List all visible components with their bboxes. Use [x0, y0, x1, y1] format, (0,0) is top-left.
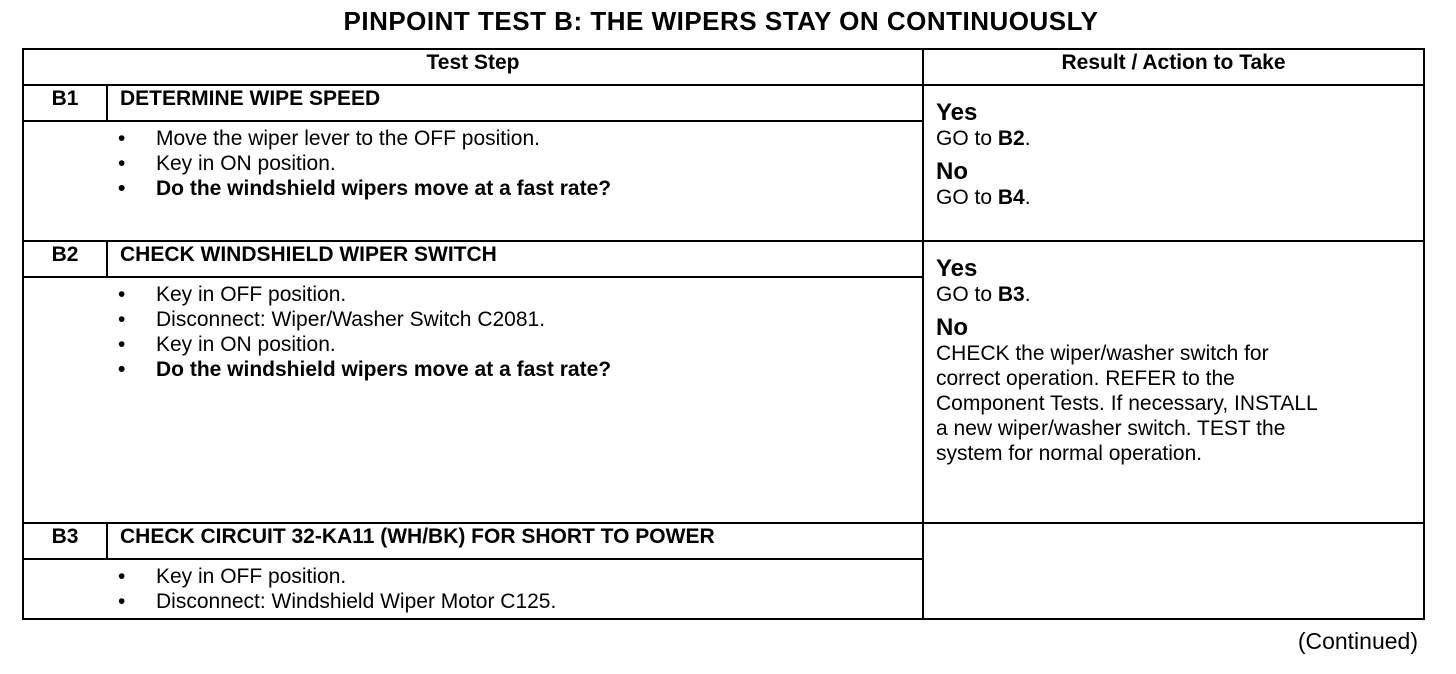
no-action-line: Component Tests. If necessary, INSTALL: [936, 392, 1318, 415]
no-label: No: [936, 314, 968, 341]
pinpoint-test-table: [22, 48, 1425, 620]
step-question: • Do the windshield wipers move at a fast rate?: [118, 177, 612, 200]
step-title: CHECK CIRCUIT 32-KA11 (WH/BK) FOR SHORT TO POWER: [107, 523, 923, 559]
no-action-line: correct operation. REFER to the: [936, 367, 1235, 390]
header-row: [23, 49, 1424, 85]
step-action: • Key in OFF position.: [118, 565, 347, 588]
page-title: PINPOINT TEST B: THE WIPERS STAY ON CONTINUOUSLY: [343, 6, 1099, 36]
step-b3-body: [23, 559, 923, 619]
step-id: B3: [23, 523, 107, 559]
test-step-header: Test Step: [23, 49, 923, 85]
yes-label: Yes: [936, 255, 978, 282]
no-action: GO to B4.: [936, 186, 1031, 209]
step-id: B2: [23, 241, 107, 277]
result-header: Result / Action to Take: [923, 49, 1424, 85]
no-label: No: [936, 158, 968, 185]
step-b3-result: [923, 523, 1424, 619]
no-action-line: system for normal operation.: [936, 442, 1203, 465]
step-b1-title-row: [23, 85, 1424, 121]
step-b2-title-row: [23, 241, 1424, 277]
step-action: • Key in ON position.: [118, 152, 336, 175]
continued-note: (Continued): [1297, 628, 1418, 654]
step-title: DETERMINE WIPE SPEED: [107, 85, 923, 121]
step-action: • Disconnect: Windshield Wiper Motor C125.: [118, 590, 557, 613]
yes-action: GO to B3.: [936, 283, 1031, 306]
step-action: • Key in OFF position.: [118, 283, 347, 306]
step-title: CHECK WINDSHIELD WIPER SWITCH: [107, 241, 923, 277]
step-b2-result: [923, 241, 1424, 523]
step-action: • Disconnect: Wiper/Washer Switch C2081.: [118, 308, 546, 331]
yes-label: Yes: [936, 99, 978, 126]
no-action-line: a new wiper/washer switch. TEST the: [936, 417, 1286, 440]
step-b1-body: [23, 121, 923, 241]
step-b2-body: [23, 277, 923, 523]
step-b3-title-row: [23, 523, 1424, 559]
step-action: • Move the wiper lever to the OFF position.: [118, 127, 540, 150]
yes-action: GO to B2.: [936, 127, 1031, 150]
step-question: • Do the windshield wipers move at a fast rate?: [118, 358, 612, 381]
no-action-line: CHECK the wiper/washer switch for: [936, 342, 1269, 365]
step-b1-result: [923, 85, 1424, 241]
step-id: B1: [23, 85, 107, 121]
step-action: • Key in ON position.: [118, 333, 336, 356]
